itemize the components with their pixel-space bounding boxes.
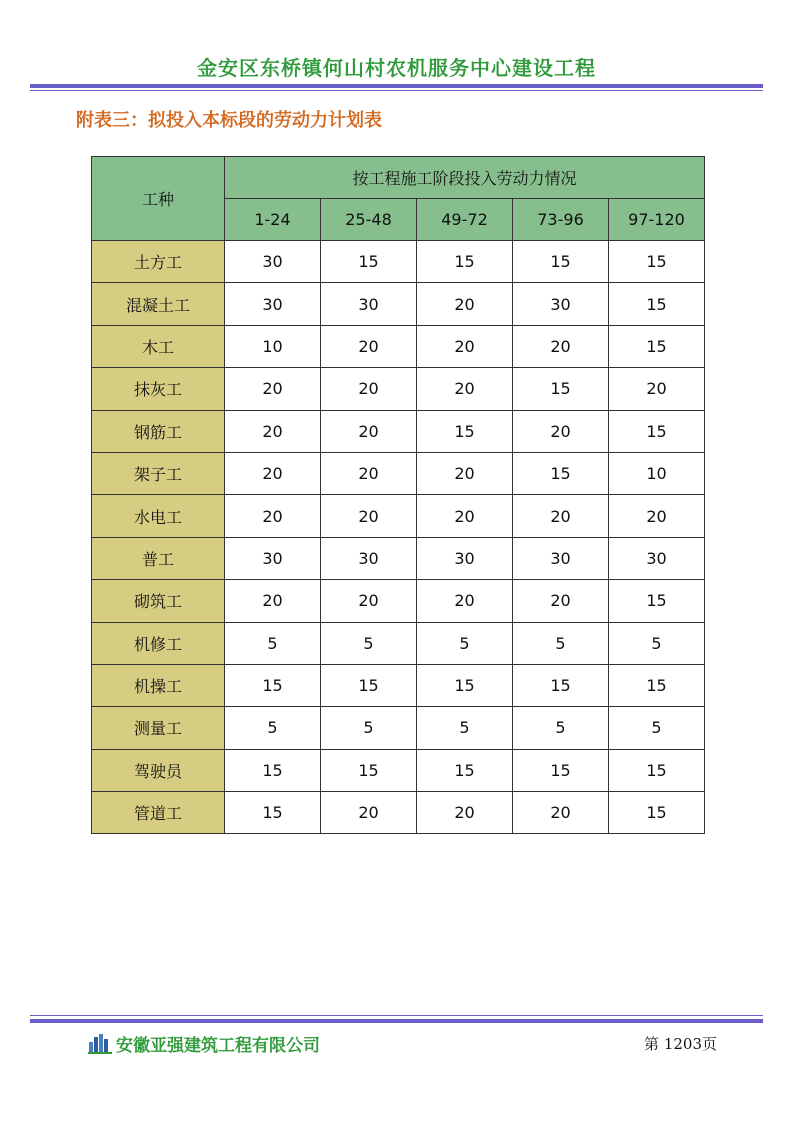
value-cell: 30 xyxy=(225,537,321,579)
value-cell: 15 xyxy=(609,283,705,325)
value-cell: 20 xyxy=(609,495,705,537)
value-cell: 20 xyxy=(417,325,513,367)
value-cell: 15 xyxy=(513,664,609,706)
value-cell: 5 xyxy=(417,707,513,749)
value-cell: 5 xyxy=(609,707,705,749)
table-row xyxy=(92,495,705,537)
table-body xyxy=(92,241,705,834)
value-cell: 30 xyxy=(225,283,321,325)
value-cell: 20 xyxy=(513,580,609,622)
table-header-row xyxy=(92,157,705,199)
period-header: 49-72 xyxy=(417,199,513,241)
value-cell: 20 xyxy=(321,792,417,834)
value-cell: 30 xyxy=(225,241,321,283)
value-cell: 30 xyxy=(321,537,417,579)
table-row xyxy=(92,410,705,452)
value-cell: 20 xyxy=(225,410,321,452)
value-cell: 5 xyxy=(321,707,417,749)
table-row xyxy=(92,622,705,664)
value-cell: 15 xyxy=(609,325,705,367)
value-cell: 5 xyxy=(513,707,609,749)
value-cell: 20 xyxy=(513,792,609,834)
value-cell: 15 xyxy=(609,241,705,283)
value-cell: 15 xyxy=(417,664,513,706)
trade-cell: 砌筑工 xyxy=(92,580,225,622)
table-row xyxy=(92,283,705,325)
period-header: 97-120 xyxy=(609,199,705,241)
footer-rule-thin xyxy=(30,1015,763,1016)
period-group-header: 按工程施工阶段投入劳动力情况 xyxy=(225,157,705,199)
trade-cell: 驾驶员 xyxy=(92,749,225,791)
value-cell: 15 xyxy=(513,749,609,791)
value-cell: 30 xyxy=(513,537,609,579)
value-cell: 15 xyxy=(321,664,417,706)
value-cell: 30 xyxy=(417,537,513,579)
trade-cell: 木工 xyxy=(92,325,225,367)
trade-cell: 土方工 xyxy=(92,241,225,283)
footer-rule-thick xyxy=(30,1019,763,1023)
value-cell: 20 xyxy=(513,495,609,537)
value-cell: 15 xyxy=(321,241,417,283)
value-cell: 20 xyxy=(321,495,417,537)
value-cell: 20 xyxy=(417,452,513,494)
value-cell: 15 xyxy=(513,452,609,494)
value-cell: 20 xyxy=(417,368,513,410)
value-cell: 15 xyxy=(225,792,321,834)
table-row xyxy=(92,325,705,367)
value-cell: 5 xyxy=(225,622,321,664)
trade-cell: 机修工 xyxy=(92,622,225,664)
table-row xyxy=(92,368,705,410)
table-row xyxy=(92,749,705,791)
header-rule-thick xyxy=(30,84,763,88)
trade-cell: 普工 xyxy=(92,537,225,579)
period-header: 1-24 xyxy=(225,199,321,241)
trade-cell: 管道工 xyxy=(92,792,225,834)
value-cell: 15 xyxy=(609,580,705,622)
table-row xyxy=(92,792,705,834)
table-row xyxy=(92,707,705,749)
table-row xyxy=(92,241,705,283)
header-title: 金安区东桥镇何山村农机服务中心建设工程 xyxy=(197,56,596,80)
value-cell: 20 xyxy=(321,325,417,367)
value-cell: 20 xyxy=(513,325,609,367)
value-cell: 15 xyxy=(417,410,513,452)
trade-cell: 钢筋工 xyxy=(92,410,225,452)
value-cell: 20 xyxy=(321,580,417,622)
trade-cell: 抹灰工 xyxy=(92,368,225,410)
header-rule-thin xyxy=(30,90,763,91)
trade-cell: 混凝土工 xyxy=(92,283,225,325)
value-cell: 20 xyxy=(417,792,513,834)
value-cell: 15 xyxy=(417,241,513,283)
value-cell: 15 xyxy=(225,664,321,706)
value-cell: 15 xyxy=(321,749,417,791)
value-cell: 20 xyxy=(321,452,417,494)
value-cell: 30 xyxy=(321,283,417,325)
value-cell: 5 xyxy=(321,622,417,664)
table-row xyxy=(92,537,705,579)
table-row xyxy=(92,452,705,494)
value-cell: 20 xyxy=(513,410,609,452)
value-cell: 20 xyxy=(321,368,417,410)
value-cell: 20 xyxy=(225,580,321,622)
page-number: 第 1203页 xyxy=(644,1035,717,1053)
value-cell: 15 xyxy=(417,749,513,791)
period-header: 25-48 xyxy=(321,199,417,241)
value-cell: 15 xyxy=(513,368,609,410)
building-logo-icon xyxy=(88,1034,112,1054)
trade-cell: 测量工 xyxy=(92,707,225,749)
trade-cell: 机操工 xyxy=(92,664,225,706)
footer-company xyxy=(88,1031,320,1056)
period-header: 73-96 xyxy=(513,199,609,241)
value-cell: 15 xyxy=(513,241,609,283)
value-cell: 5 xyxy=(513,622,609,664)
value-cell: 20 xyxy=(417,495,513,537)
value-cell: 30 xyxy=(609,537,705,579)
value-cell: 20 xyxy=(609,368,705,410)
value-cell: 20 xyxy=(225,368,321,410)
value-cell: 20 xyxy=(321,410,417,452)
trade-cell: 水电工 xyxy=(92,495,225,537)
value-cell: 20 xyxy=(417,580,513,622)
company-name: 安徽亚强建筑工程有限公司 xyxy=(116,1036,320,1056)
table-row xyxy=(92,664,705,706)
table-row xyxy=(92,580,705,622)
value-cell: 15 xyxy=(609,410,705,452)
labor-plan-table xyxy=(91,156,705,834)
value-cell: 15 xyxy=(609,664,705,706)
value-cell: 10 xyxy=(225,325,321,367)
trade-cell: 架子工 xyxy=(92,452,225,494)
value-cell: 30 xyxy=(513,283,609,325)
table-heading: 附表三：拟投入本标段的劳动力计划表 xyxy=(76,110,382,131)
value-cell: 15 xyxy=(225,749,321,791)
value-cell: 20 xyxy=(417,283,513,325)
value-cell: 5 xyxy=(417,622,513,664)
trade-column-header: 工种 xyxy=(92,157,225,241)
value-cell: 20 xyxy=(225,452,321,494)
value-cell: 20 xyxy=(225,495,321,537)
value-cell: 5 xyxy=(225,707,321,749)
value-cell: 10 xyxy=(609,452,705,494)
value-cell: 5 xyxy=(609,622,705,664)
value-cell: 15 xyxy=(609,749,705,791)
value-cell: 15 xyxy=(609,792,705,834)
